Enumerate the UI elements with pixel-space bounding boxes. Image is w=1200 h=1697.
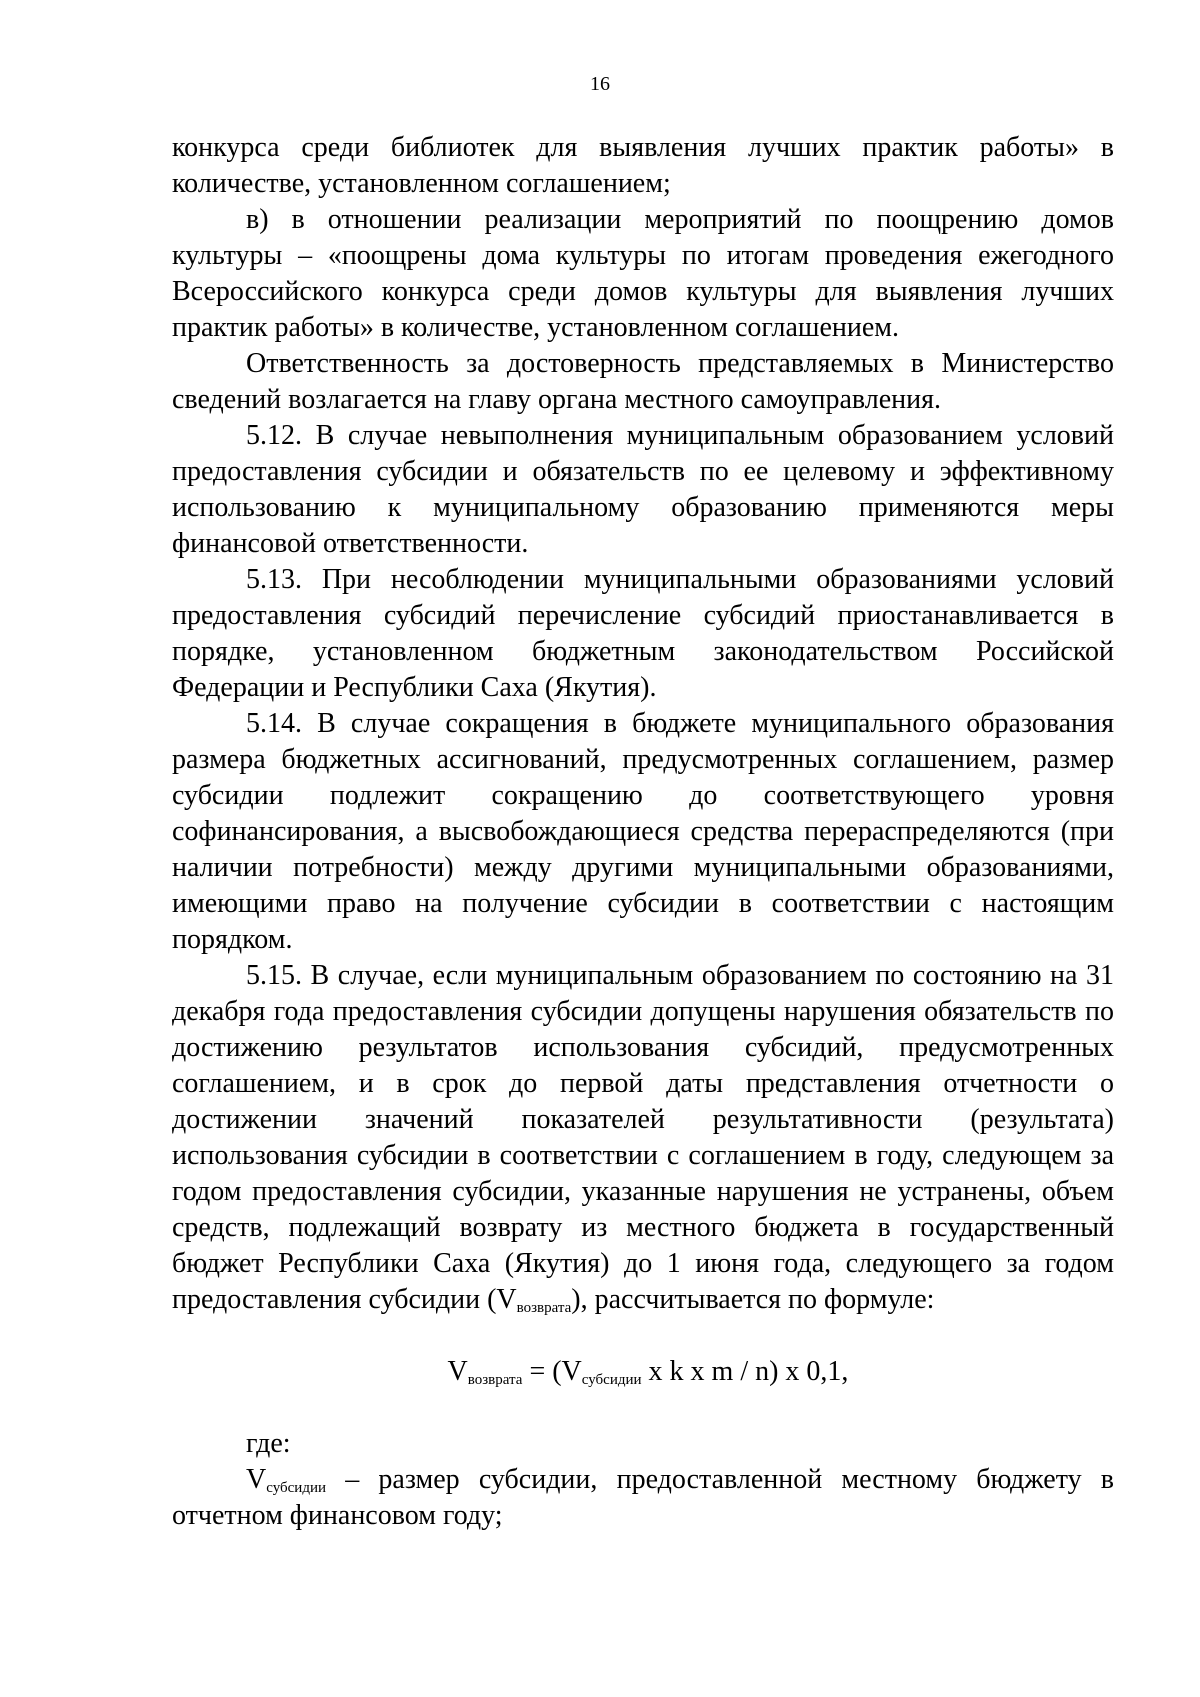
formula-rest: x k x m / n) x 0,1, (641, 1356, 849, 1387)
paragraph-5-15-text: 5.15. В случае, если муниципальным образованием по состоянию на 31 декабря года предоставления субсидии допущены нарушения обязательств по достижению результатов использования субсидий, предусмотренных соглашением, и в срок до первой даты представления отчетности о достижении значений показателей результативности (результата) использования субсидии в соответствии с соглашением в году, следующем за годом предоставления субсидии, указанные нарушения не устранены, объем средств, подлежащий возврату из местного бюджета в государственный бюджет Республики Саха (Якутия) до 1 июня года, следующего за годом предоставления субсидии (V (172, 960, 1114, 1315)
definition-v: V (246, 1464, 267, 1495)
definition-sub: субсидии (266, 1480, 326, 1496)
paragraph-continuation: конкурса среди библиотек для выявления лучших практик работы» в количестве, установленном соглашением; (172, 132, 1114, 199)
definition-text: – размер субсидии, предоставленной местному бюджету в отчетном финансовом году; (172, 1464, 1114, 1531)
paragraph-5-15 (172, 958, 1114, 1318)
where-label: где: (246, 1428, 291, 1459)
page-number: 16 (590, 73, 610, 95)
formula-sub-subsidy: субсидии (581, 1372, 642, 1388)
formula-eq: = (V (522, 1356, 582, 1387)
paragraph-5-13: 5.13. При несоблюдении муниципальными образованиями условий предоставления субсидий перечисление субсидий приостанавливается в порядке, установленном бюджетным законодательством Российской Федерации и Республики Саха (Якутия). (172, 564, 1114, 703)
paragraph-5-14: 5.14. В случае сокращения в бюджете муниципального образования размера бюджетных ассигнований, предусмотренных соглашением, размер субсидии подлежит сокращению до соответствующего уровня софинансирования, а высвобождающиеся средства перераспределяются (при наличии потребности) между другими муниципальными образованиями, имеющими право на получение субсидии в соответствии с настоящим порядком. (172, 708, 1114, 955)
formula-v: V (447, 1356, 468, 1387)
paragraph-5-12: 5.12. В случае невыполнения муниципальным образованием условий предоставления субсидии и обязательств по ее целевому и эффективному использованию к муниципальному образованию применяются меры финансовой ответственности. (172, 420, 1114, 559)
definition-v-subsidy (172, 1462, 1114, 1534)
formula-sub-return: возврата (467, 1372, 523, 1388)
formula (172, 1354, 1114, 1390)
paragraph-item-v: в) в отношении реализации мероприятий по поощрению домов культуры – «поощрены дома культуры по итогам проведения ежегодного Всероссийского конкурса среди домов культуры для выявления лучших практик работы» в количестве, установленном соглашением. (172, 204, 1114, 343)
paragraph-5-15-tail: ), рассчитывается по формуле: (571, 1284, 935, 1315)
paragraph-responsibility: Ответственность за достоверность представляемых в Министерство сведений возлагается на главу органа местного самоуправления. (172, 348, 1114, 415)
subscript-return: возврата (516, 1300, 572, 1316)
document-body (172, 130, 1114, 1534)
